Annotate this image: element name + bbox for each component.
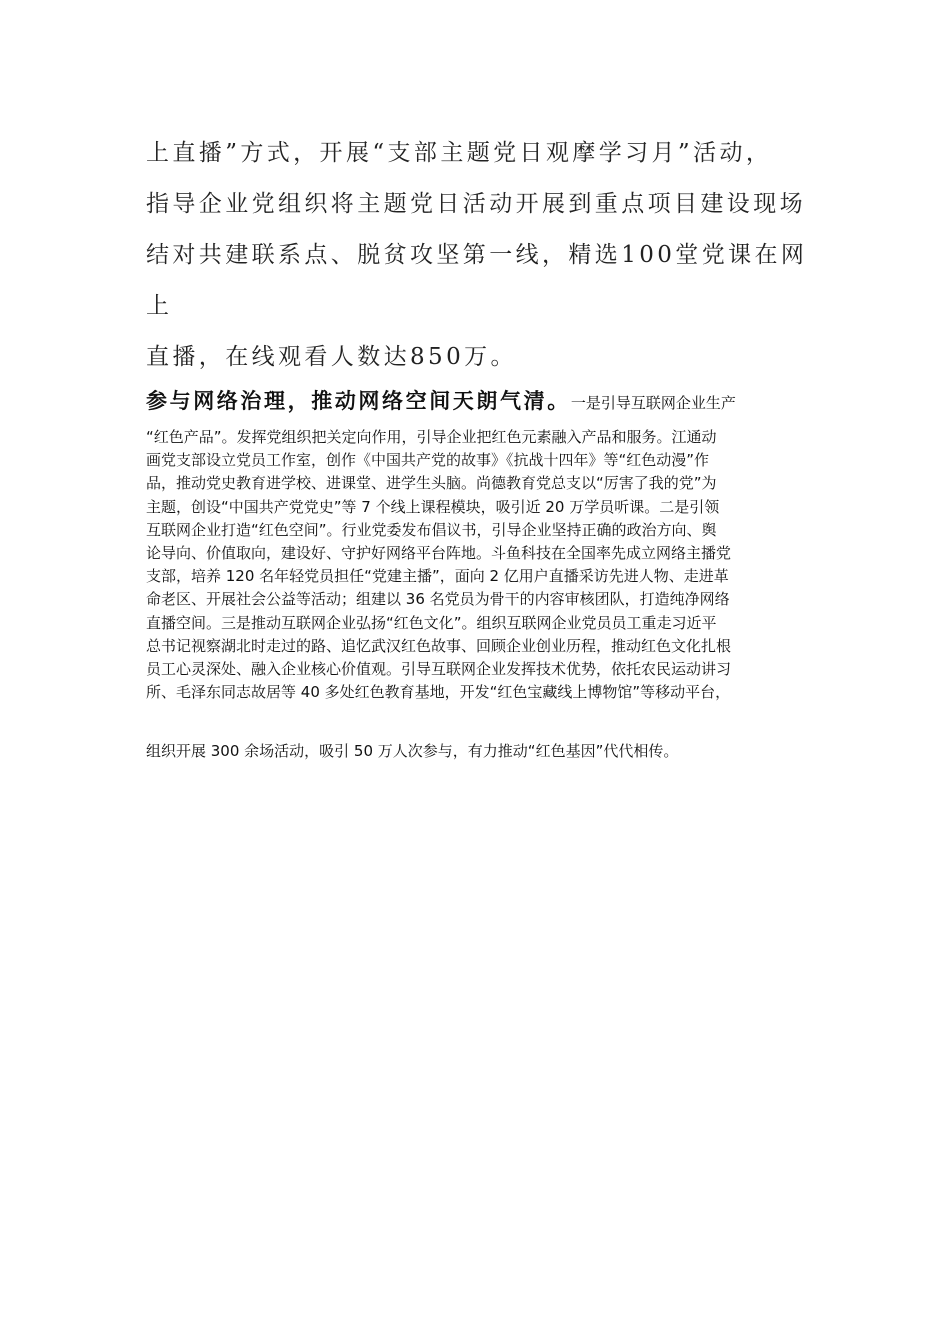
text-line: 直播空间。三是推动互联网企业弘扬“红色文化”。组织互联网企业党员员工重走习近平 [146, 613, 717, 632]
text-line: 论导向、价值取向，建设好、守护好网络平台阵地。斗鱼科技在全国率先成立网络主播党 [146, 544, 732, 563]
section-heading-line [146, 385, 826, 415]
text-line: 上直播”方式，开展“支部主题党日观摩学习月”活动， [146, 140, 773, 166]
paragraph-network-governance [146, 426, 816, 704]
text-line: “红色产品”。发挥党组织把关定向作用，引导企业把红色元素融入产品和服务。江通动 [146, 428, 717, 446]
paragraph-live-broadcast [146, 128, 810, 383]
text-line: 指导企业党组织将主题党日活动开展到重点项目建设现场 [146, 191, 806, 217]
text-line: 员工心灵深处、融入企业核心价值观。引导互联网企业发挥技术优势，依托农民运动讲习 [146, 660, 732, 679]
text-line: 直播，在线观看人数达850万。 [146, 344, 517, 370]
text-line: 品，推动党史教育进学校、进课堂、进学生头脑。尚德教育党总支以“厉害了我的党”为 [146, 474, 717, 493]
text-line: 所、毛泽东同志故居等 40 多处红色教育基地，开发“红色宝藏线上博物馆”等移动平台， [146, 683, 731, 702]
section-heading-tail: 一是引导互联网企业生产 [570, 394, 736, 412]
text-line: 总书记视察湖北时走过的路、追忆武汉红色故事、回顾企业创业历程，推动红色文化扎根 [146, 636, 732, 655]
text-line: 命老区、开展社会公益等活动；组建以 36 名党员为骨干的内容审核团队，打造纯净网络 [146, 590, 730, 609]
text-line: 主题，创设“中国共产党党史”等 7 个线上课程模块，吸引近 20 万学员听课。二是引领 [146, 497, 720, 516]
text-line: 结对共建联系点、脱贫攻坚第一线，精选100堂党课在网上 [146, 242, 808, 319]
paragraph-last-line: 组织开展 300 余场活动，吸引 50 万人次参与，有力推动“红色基因”代代相传。 [146, 742, 679, 760]
text-line: 画党支部设立党员工作室，创作《中国共产党的故事》《抗战十四年》等“红色动漫”作 [146, 451, 710, 470]
text-line: 支部，培养 120 名年轻党员担任“党建主播”，面向 2 亿用户直播采访先进人物、走进革 [146, 567, 729, 586]
section-heading: 参与网络治理，推动网络空间天朗气清。 [146, 388, 571, 413]
text-line: 互联网企业打造“红色空间”。行业党委发布倡议书，引导企业坚持正确的政治方向、舆 [146, 520, 717, 539]
